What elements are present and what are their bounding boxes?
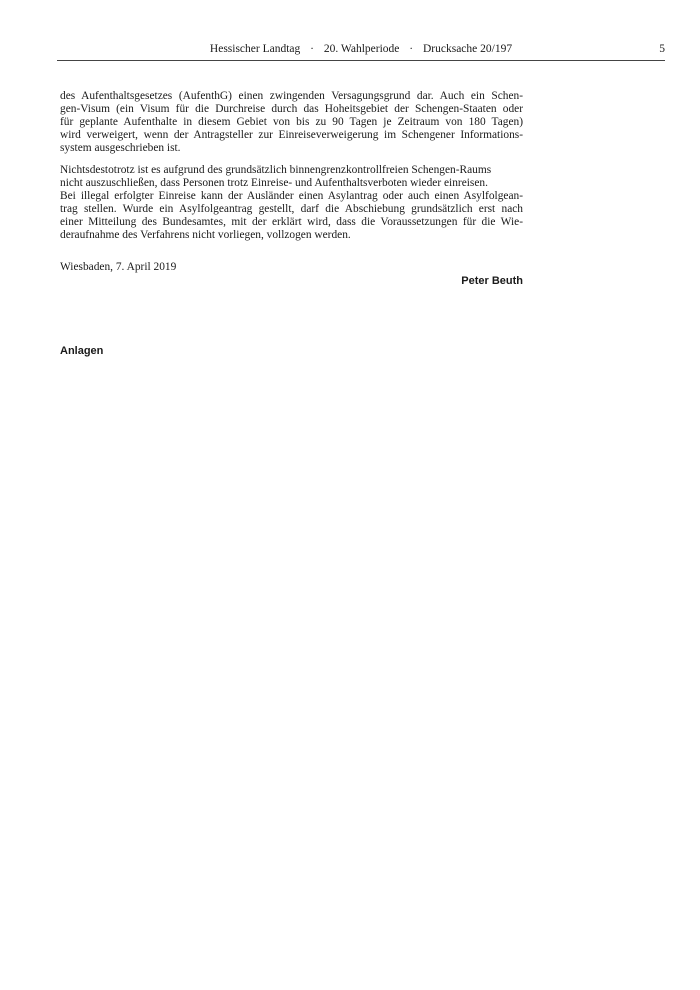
attachments-heading: Anlagen	[60, 345, 104, 357]
header-period: 20. Wahlperiode	[323, 43, 400, 55]
paragraph-line: für geplante Aufenthalte in diesem Gebiet von bis zu 90 Tagen je Zeitraum von 180 Tagen)	[60, 116, 523, 128]
header-publisher: Hessischer Landtag	[209, 43, 301, 55]
paragraph-line: gen-Visum (ein Visum für die Durchreise durch das Hoheitsgebiet der Schengen-Staaten oder	[60, 103, 523, 115]
paragraph-line: Nichtsdestotrotz ist es aufgrund des grundsätzlich binnengrenzkontrollfreien Schengen-Raums	[60, 164, 492, 176]
place-and-date: Wiesbaden, 7. April 2019	[60, 261, 177, 273]
header-separator: ·	[409, 43, 414, 55]
paragraph-line: des Aufenthaltsgesetzes (AufenthG) einen zwingenden Versagungsgrund dar. Auch ein Schen-	[60, 90, 523, 102]
paragraph-line: Bei illegal erfolgter Einreise kann der Ausländer einen Asylantrag oder auch einen Asylfolgean-	[60, 190, 523, 202]
page-number: 5	[659, 43, 665, 55]
paragraph-line: nicht auszuschließen, dass Personen trotz Einreise- und Aufenthaltsverboten wieder einreisen.	[60, 177, 488, 189]
header-separator: ·	[310, 43, 314, 55]
page-header	[57, 40, 665, 61]
paragraph-line: system ausgeschrieben ist.	[60, 142, 181, 154]
paragraph-line: trag stellen. Wurde ein Asylfolgeantrag gestellt, darf die Abschiebung grundsätzlich erst nach	[60, 203, 523, 215]
paragraph-line: deraufnahme des Verfahrens nicht vorliegen, vollzogen werden.	[60, 229, 351, 241]
body-paragraph-1	[60, 90, 523, 155]
paragraph-line: wird verweigert, wenn der Antragsteller zur Einreiseverweigerung im Schengener Informations-	[60, 129, 523, 141]
signatory-name: Peter Beuth	[461, 275, 523, 287]
paragraph-line: einer Mitteilung des Bundesamtes, mit der erklärt wird, dass die Voraussetzungen für die Wie-	[60, 216, 523, 228]
header-running-title	[57, 43, 665, 55]
header-document-number: Drucksache 20/197	[422, 43, 513, 55]
body-paragraph-2	[60, 164, 523, 242]
